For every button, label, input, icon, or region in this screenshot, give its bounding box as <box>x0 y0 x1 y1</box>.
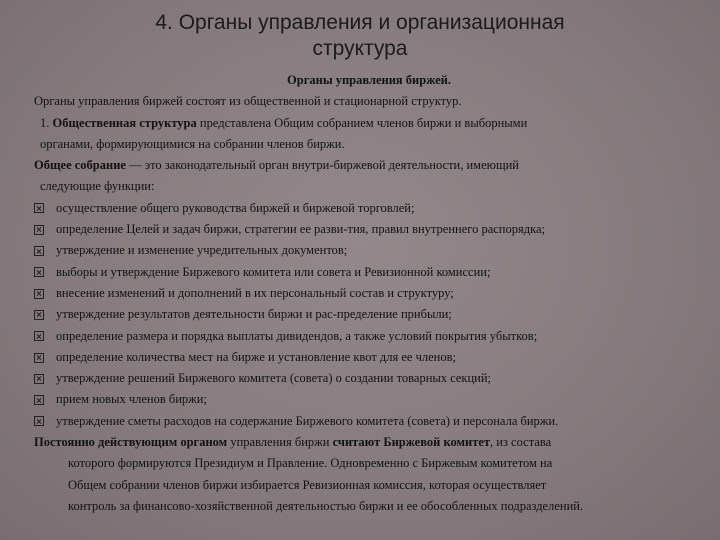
list-item: определение размера и порядка выплаты дивидендов, а также условий покрытия убытков; <box>34 326 704 347</box>
slide-title-line-2: структура <box>312 37 408 60</box>
list-item: утверждение результатов деятельности биржи и рас-пределение прибыли; <box>34 304 704 325</box>
closing-line-2: которого формируются Президиум и Правление. Одновременно с Биржевым комитетом на <box>68 456 553 471</box>
closing-line-1 <box>34 432 704 453</box>
list-item: определение количества мест на бирже и установление квот для ее членов; <box>34 347 704 368</box>
checkbox-bullet-icon <box>34 310 44 320</box>
slide-body <box>34 70 704 517</box>
closing-bold-1: Постоянно действующим органом <box>34 435 228 450</box>
item-1-number: 1. <box>40 115 50 130</box>
checkbox-bullet-icon <box>34 267 44 277</box>
general-meeting-continuation: следующие функции: <box>40 179 155 194</box>
closing-line-4: контроль за финансово-хозяйственной деятельностью биржи и ее обособленных подразделений. <box>68 498 584 513</box>
slide-title-line-1: 4. Органы управления и организационная <box>155 11 565 34</box>
list-item: выборы и утверждение Биржевого комитета или совета и Ревизионной комиссии; <box>34 262 704 283</box>
checkbox-bullet-icon <box>34 416 44 426</box>
general-meeting-bold: Общее собрание <box>34 158 126 173</box>
general-meeting-line <box>34 155 704 176</box>
checkbox-bullet-icon <box>34 225 44 235</box>
list-item: прием новых членов биржи; <box>34 389 704 410</box>
list-item: утверждение решений Биржевого комитета (совета) о создании товарных секций; <box>34 368 704 389</box>
checkbox-bullet-icon <box>34 395 44 405</box>
list-item: определение Целей и задач биржи, стратегии ее разви-тия, правил внутреннего распорядка; <box>34 219 704 240</box>
list-item: утверждение и изменение учредительных документов; <box>34 240 704 261</box>
closing-text-1: управления биржи <box>227 435 333 450</box>
item-1-text: представлена Общим собранием членов биржи и выборными <box>196 115 528 130</box>
closing-text-2: , из состава <box>490 435 552 450</box>
closing-bold-2: считают Биржевой комитет <box>332 435 491 450</box>
checkbox-bullet-icon <box>34 374 44 384</box>
checkbox-bullet-icon <box>34 289 44 299</box>
checkbox-bullet-icon <box>34 353 44 363</box>
functions-list <box>34 198 704 432</box>
slide-title <box>60 10 660 62</box>
checkbox-bullet-icon <box>34 203 44 213</box>
list-item: осуществление общего руководства биржей и биржевой торговлей; <box>34 198 704 219</box>
general-meeting-text: — это законодательный орган внутри-биржевой деятельности, имеющий <box>129 158 519 173</box>
item-1-line <box>34 113 704 134</box>
section-heading: Органы управления биржей. <box>287 73 451 87</box>
list-item: внесение изменений и дополнений в их персональный состав и структуру; <box>34 283 704 304</box>
item-1-continuation: органами, формирующимися на собрании членов биржи. <box>40 136 345 151</box>
intro-paragraph: Органы управления биржей состоят из общественной и стационарной структур. <box>34 94 462 109</box>
checkbox-bullet-icon <box>34 246 44 256</box>
checkbox-bullet-icon <box>34 331 44 341</box>
list-item: утверждение сметы расходов на содержание Биржевого комитета (совета) и персонала биржи. <box>34 411 704 432</box>
item-1-bold: Общественная структура <box>52 115 197 130</box>
closing-line-3: Общем собрании членов биржи избирается Ревизионная комиссия, которая осуществляет <box>68 477 547 492</box>
